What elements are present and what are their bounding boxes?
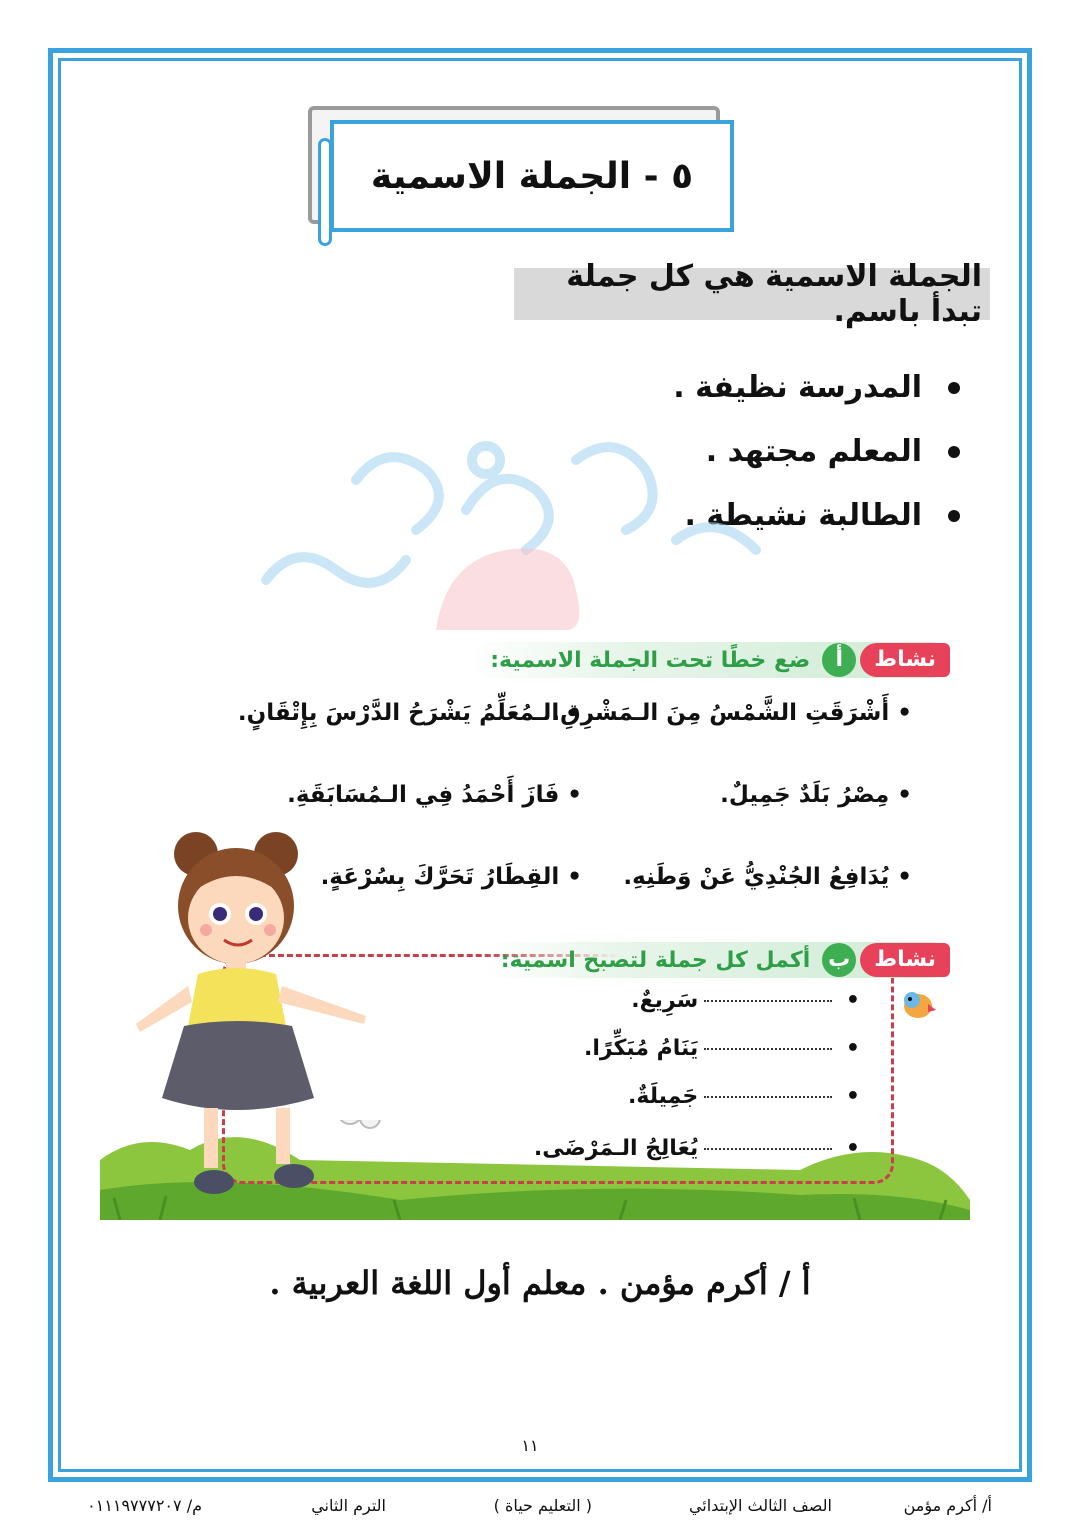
fill-text: جَمِيلَةٌ. xyxy=(628,1084,699,1109)
girl-illustration xyxy=(126,826,376,1206)
fill-blank[interactable] xyxy=(704,1096,832,1098)
definition-text: الجملة الاسمية هي كل جملة تبدأ باسم. xyxy=(566,259,982,329)
fill-item: • جَمِيلَةٌ. xyxy=(628,1084,860,1109)
sentence-item: • يُدَافِعُ الجُنْدِيُّ عَنْ وَطَنِهِ. xyxy=(623,864,912,890)
sentence-item: • أَشْرَقَتِ الشَّمْسُ مِنَ الـمَشْرِقِ. xyxy=(551,700,912,726)
example-text: الطالبة نشيطة . xyxy=(684,498,922,533)
bullet-icon xyxy=(948,446,960,458)
fill-blank[interactable] xyxy=(704,1048,832,1050)
definition-banner xyxy=(514,259,990,329)
fill-item: • يَنَامُ مُبَكِّرًا. xyxy=(584,1036,860,1061)
watermark-logo xyxy=(236,420,796,630)
bullet-icon xyxy=(948,382,960,394)
bullet-icon xyxy=(948,510,960,522)
activity-badge: نشاط xyxy=(860,643,950,677)
fill-blank[interactable] xyxy=(704,1000,832,1002)
list-item xyxy=(560,356,960,420)
teacher-signature: أ / أكرم مؤمن . معلم أول اللغة العربية . xyxy=(269,1264,811,1302)
footer-author: أ/ أكرم مؤمن xyxy=(903,1496,992,1515)
footer-subject: ( التعليم حياة ) xyxy=(493,1496,592,1515)
activity-a-header xyxy=(470,642,950,678)
activity-letter: أ xyxy=(822,643,856,677)
fill-text: يُعَالِجُ الـمَرْضَى. xyxy=(533,1136,699,1161)
title-box xyxy=(330,120,734,232)
fill-text: سَرِيعٌ. xyxy=(631,988,699,1013)
example-text: المدرسة نظيفة . xyxy=(673,370,922,405)
footer-term: الترم الثاني xyxy=(311,1496,386,1515)
page-number: ١١ xyxy=(521,1436,539,1455)
page-title: ٥ - الجملة الاسمية xyxy=(370,155,694,197)
activity-letter: ب xyxy=(822,943,856,977)
fill-text: يَنَامُ مُبَكِّرًا. xyxy=(584,1036,699,1061)
activity-badge: نشاط xyxy=(860,943,950,977)
footer-grade: الصف الثالث الإبتدائي xyxy=(688,1496,832,1515)
activity-instruction: ضع خطًا تحت الجملة الاسمية: xyxy=(490,647,811,673)
example-text: المعلم مجتهد . xyxy=(705,434,922,469)
activity-b-header xyxy=(481,942,950,978)
fill-item: • يُعَالِجُ الـمَرْضَى. xyxy=(533,1136,860,1161)
activity-instruction: أكمل كل جملة لتصبح اسمية: xyxy=(500,947,811,973)
fill-blank[interactable] xyxy=(704,1148,832,1150)
fill-item: • سَرِيعٌ. xyxy=(631,988,860,1013)
sentence-item: • فَازَ أَحْمَدُ فِي الـمُسَابَقَةِ. xyxy=(287,782,582,808)
bird-icon xyxy=(898,984,938,1024)
sentence-item: • القِطَارُ تَحَرَّكَ بِسُرْعَةٍ. xyxy=(320,864,582,890)
sentence-item: • مِصْرُ بَلَدٌ جَمِيلٌ. xyxy=(720,782,912,808)
footer-phone: م/ ٠١١١٩٧٧٧٢٠٧ xyxy=(87,1496,202,1515)
sentence-item: • الـمُعَلِّمُ يَشْرَحُ الدَّرْسَ بِإِتْقَانٍ. xyxy=(237,700,582,726)
